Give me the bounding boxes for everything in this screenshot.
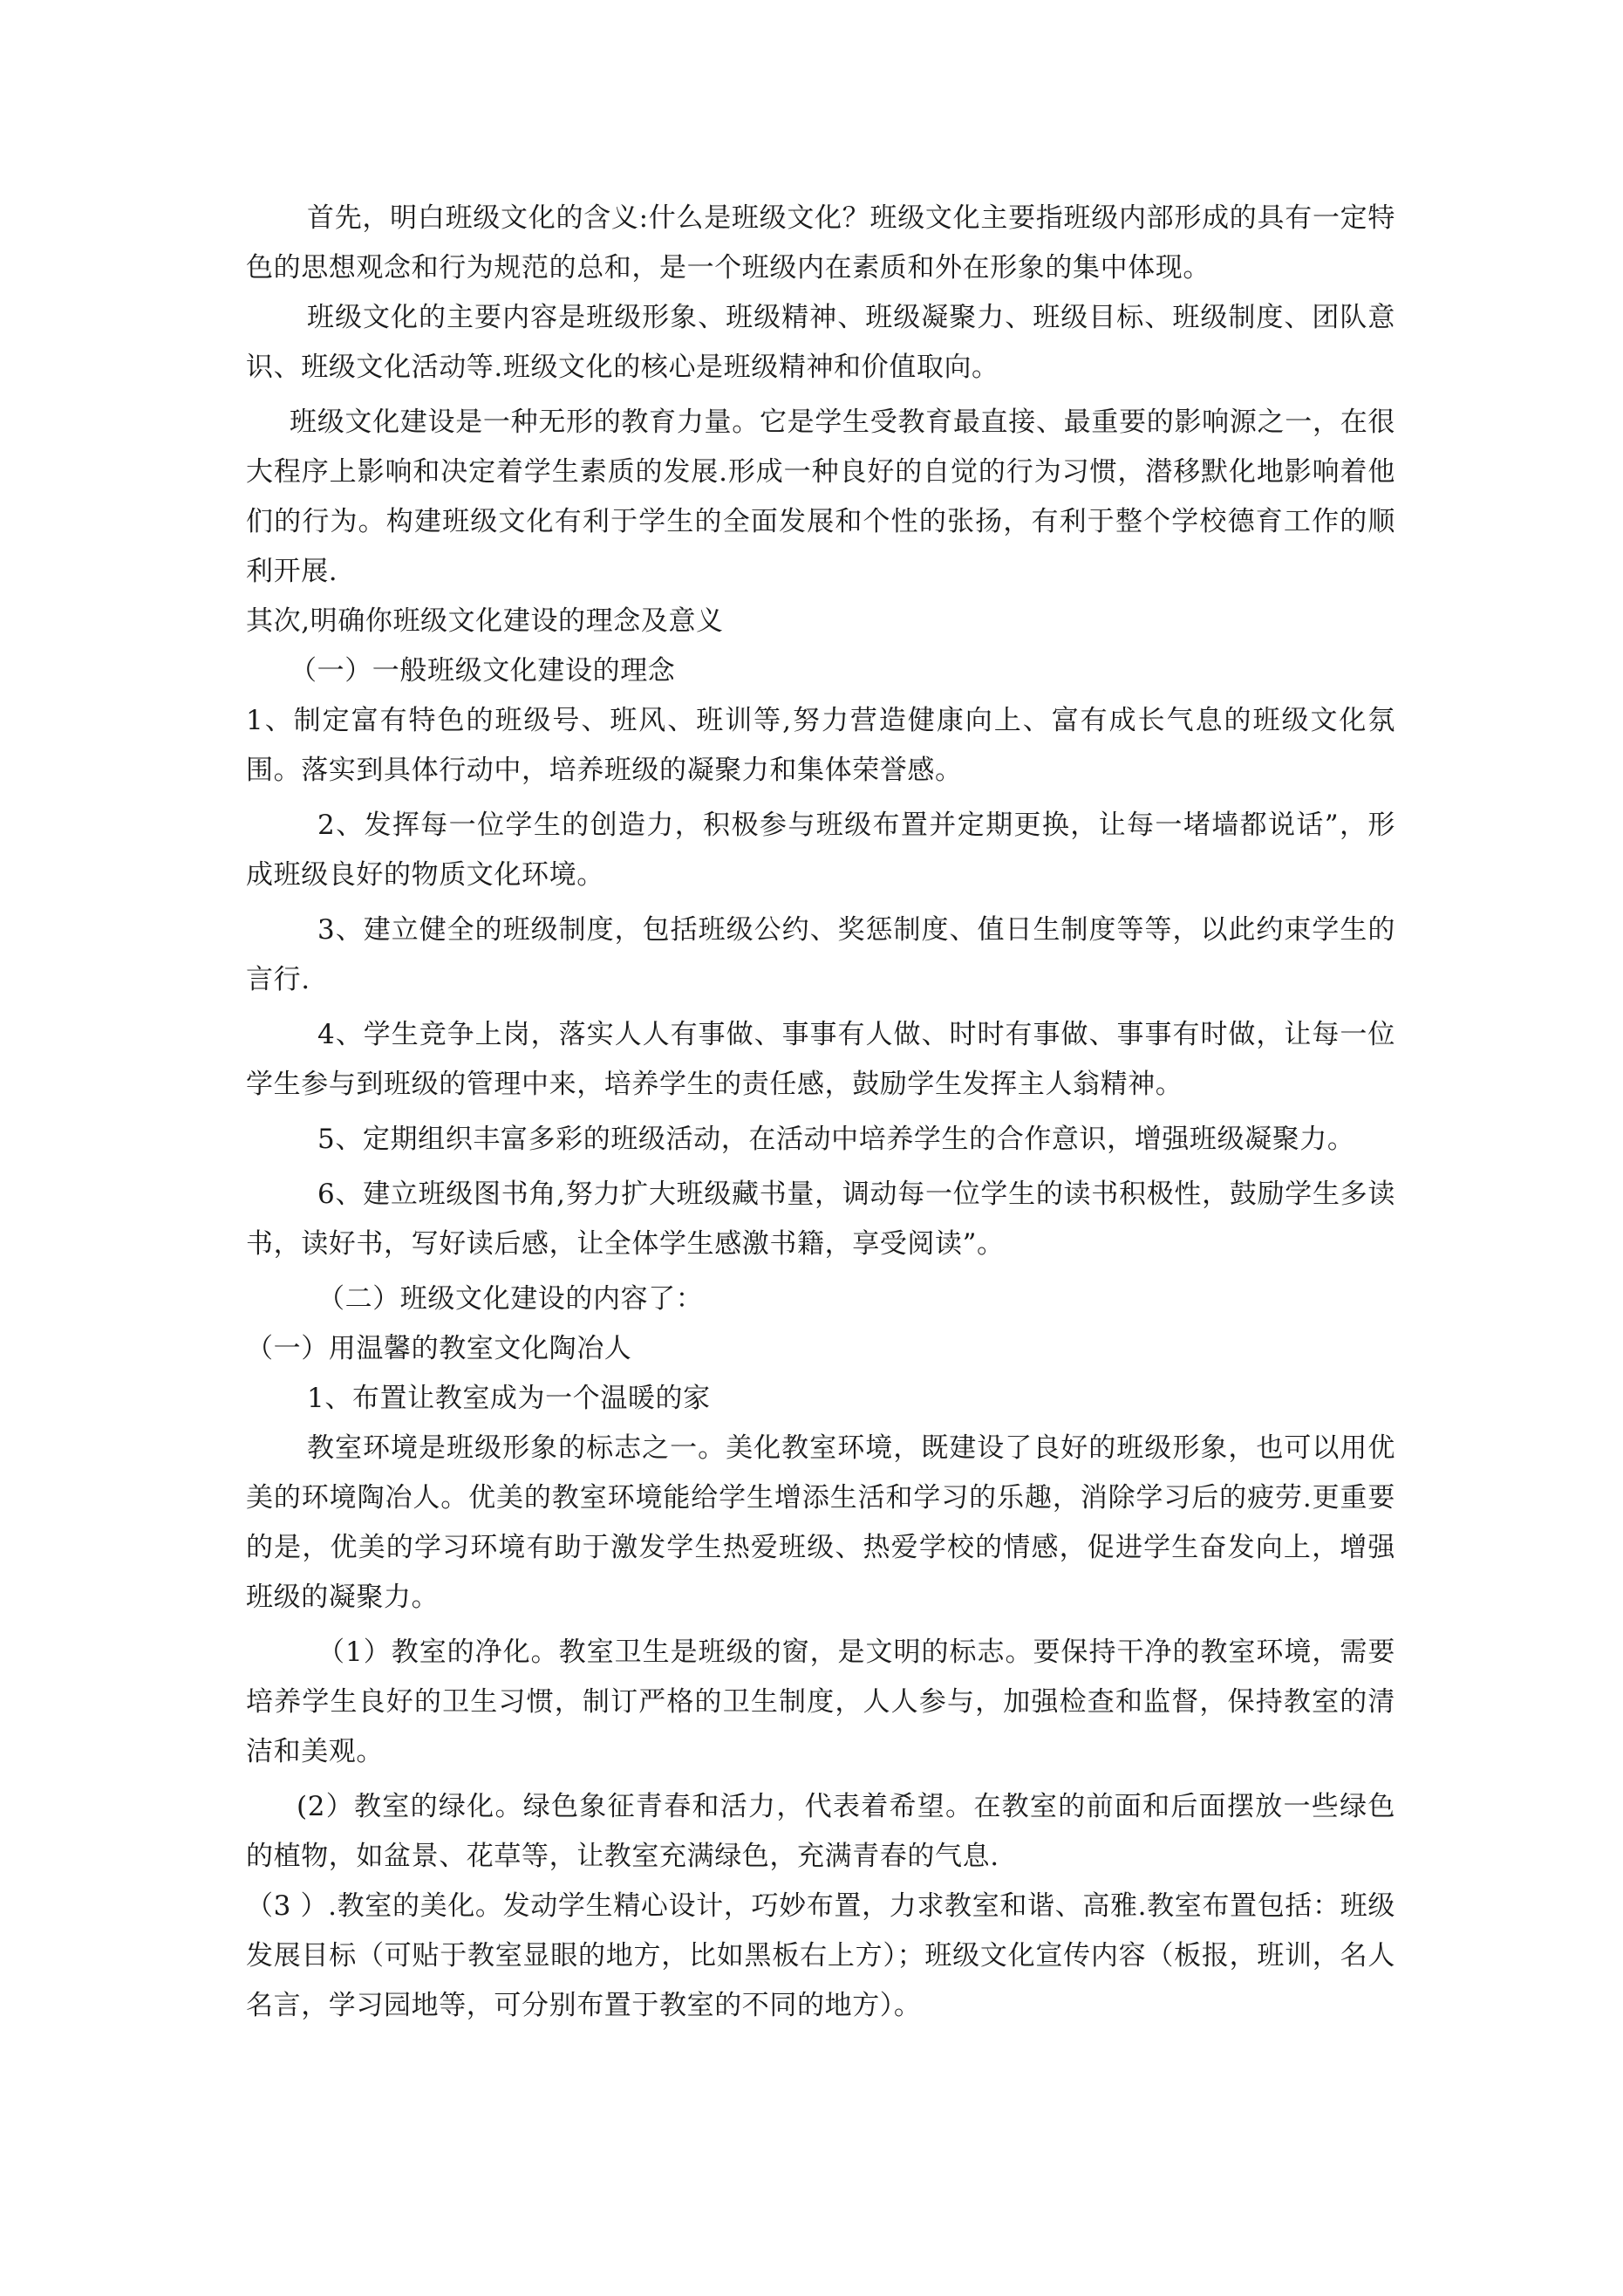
heading-construction-concept: 其次,明确你班级文化建设的理念及意义 <box>246 605 724 637</box>
list-item-2: 2、发挥每一位学生的创造力，积极参与班级布置并定期更换，让每一堵墙都说话”，形成班级良好的物质文化环境。 <box>246 810 1395 891</box>
heading-general-concept: （一）一般班级文化建设的理念 <box>290 655 676 687</box>
paragraph-classroom-purification: （1）教室的净化。教室卫生是班级的窗，是文明的标志。要保持干净的教室环境，需要培养学生良好的卫生习惯，制订严格的卫生制度，人人参与，加强检查和监督，保持教室的清洁和美观。 <box>246 1637 1395 1767</box>
list-item-6: 6、建立班级图书角,努力扩大班级藏书量，调动每一位学生的读书积极性，鼓励学生多读书，读好书，写好读后感，让全体学生感激书籍，享受阅读”。 <box>246 1179 1395 1260</box>
paragraph-classroom-beautification: （3 ）.教室的美化。发动学生精心设计，巧妙布置，力求教室和谐、高雅.教室布置包括：班级发展目标（可贴于教室显眼的地方，比如黑板右上方）；班级文化宣传内容（板报，班训，名人名言，学习园地等，可分别布置于教室的不同的地方）。 <box>246 1890 1395 2021</box>
document-body <box>246 194 1395 2036</box>
paragraph-class-culture-construction: 班级文化建设是一种无形的教育力量。它是学生受教育最直接、最重要的影响源之一，在很大程序上影响和决定着学生素质的发展.形成一种良好的自觉的行为习惯，潜移默化地影响着他们的行为。构建班级文化有利于学生的全面发展和个性的张扬，有利于整个学校德育工作的顺利开展. <box>246 407 1395 587</box>
heading-construction-content: （二）班级文化建设的内容了： <box>317 1283 704 1315</box>
subheading-warm-home: 1、布置让教室成为一个温暖的家 <box>307 1383 711 1414</box>
list-item-3: 3、建立健全的班级制度，包括班级公约、奖惩制度、值日生制度等等，以此约束学生的言行. <box>246 914 1395 995</box>
paragraph-class-culture-content: 班级文化的主要内容是班级形象、班级精神、班级凝聚力、班级目标、班级制度、团队意识、班级文化活动等.班级文化的核心是班级精神和价值取向。 <box>246 302 1395 383</box>
paragraph-class-culture-meaning: 首先，明白班级文化的含义:什么是班级文化？班级文化主要指班级内部形成的具有一定特色的思想观念和行为规范的总和，是一个班级内在素质和外在形象的集中体现。 <box>246 202 1395 284</box>
paragraph-classroom-environment: 教室环境是班级形象的标志之一。美化教室环境，既建设了良好的班级形象，也可以用优美的环境陶冶人。优美的教室环境能给学生增添生活和学习的乐趣，消除学习后的疲劳.更重要的是，优美的学习环境有助于激发学生热爱班级、热爱学校的情感，促进学生奋发向上，增强班级的凝聚力。 <box>246 1432 1395 1613</box>
list-item-4: 4、学生竞争上岗，落实人人有事做、事事有人做、时时有事做、事事有时做，让每一位学生参与到班级的管理中来，培养学生的责任感，鼓励学生发挥主人翁精神。 <box>246 1019 1395 1100</box>
list-item-5: 5、定期组织丰富多彩的班级活动，在活动中培养学生的合作意识，增强班级凝聚力。 <box>317 1124 1355 1155</box>
list-item-1: 1、制定富有特色的班级号、班风、班训等,努力营造健康向上、富有成长气息的班级文化氛围。落实到具体行动中，培养班级的凝聚力和集体荣誉感。 <box>246 705 1395 786</box>
heading-classroom-culture: （一）用温馨的教室文化陶冶人 <box>246 1333 632 1364</box>
paragraph-classroom-greening: (2）教室的绿化。绿色象征青春和活力，代表着希望。在教室的前面和后面摆放一些绿色的植物，如盆景、花草等，让教室充满绿色，充满青春的气息. <box>246 1791 1395 1872</box>
